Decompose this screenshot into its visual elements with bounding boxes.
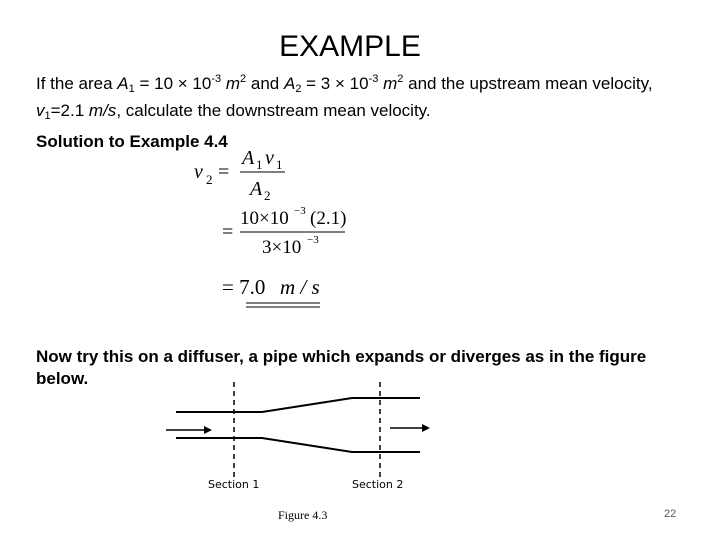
inlet-arrow-head — [204, 426, 212, 434]
eq-result-unit: m / s — [280, 275, 320, 299]
figure-caption: Figure 4.3 — [278, 508, 328, 522]
eq-A2-sub: 2 — [264, 188, 271, 203]
eq-result: = 7.0 — [222, 275, 266, 299]
outlet-arrow-head — [422, 424, 430, 432]
section-1-label: Section 1 — [208, 478, 260, 491]
diffuser-figure — [150, 378, 450, 498]
eq-v2-sub: 2 — [206, 172, 213, 187]
problem-statement: If the area $A_1 = 10 \times 10^{-3}$ $m^2$ and $A_2 = 3 \times 10^{-3}$ $m^2$ and the upstream mean velocity, $v_1=2.1$ m/s, calculate the downstream mean velocity. — [36, 73, 653, 122]
eq-den-exp: −3 — [307, 234, 319, 246]
solution-label: Solution to Example 4.4 — [36, 132, 228, 151]
diffuser-instruction: Now try this on a diffuser, a pipe which expands or diverges as in the figure below. — [36, 347, 647, 388]
section-2-label: Section 2 — [352, 478, 404, 491]
eq-num-exp: −3 — [294, 205, 306, 217]
upper-pipe-wall — [176, 398, 420, 412]
eq-A1-sub: 1 — [256, 157, 263, 172]
eq-equals-2: = — [222, 221, 234, 243]
eq-equals-1: = — [218, 161, 230, 183]
page-number: 22 — [664, 508, 677, 520]
eq-num-paren: (2.1) — [310, 208, 347, 229]
eq-A1: A — [242, 147, 255, 169]
page-title: EXAMPLE — [279, 30, 421, 63]
eq-v2: v — [194, 161, 203, 183]
eq-A2: A — [250, 178, 263, 200]
eq-denominator: 3×10 — [262, 237, 302, 258]
eq-v1: v — [265, 147, 274, 169]
lower-pipe-wall — [176, 438, 420, 452]
solution-equation — [190, 140, 370, 315]
eq-v1-sub: 1 — [276, 157, 283, 172]
eq-numerator: 10×10 — [240, 208, 289, 229]
